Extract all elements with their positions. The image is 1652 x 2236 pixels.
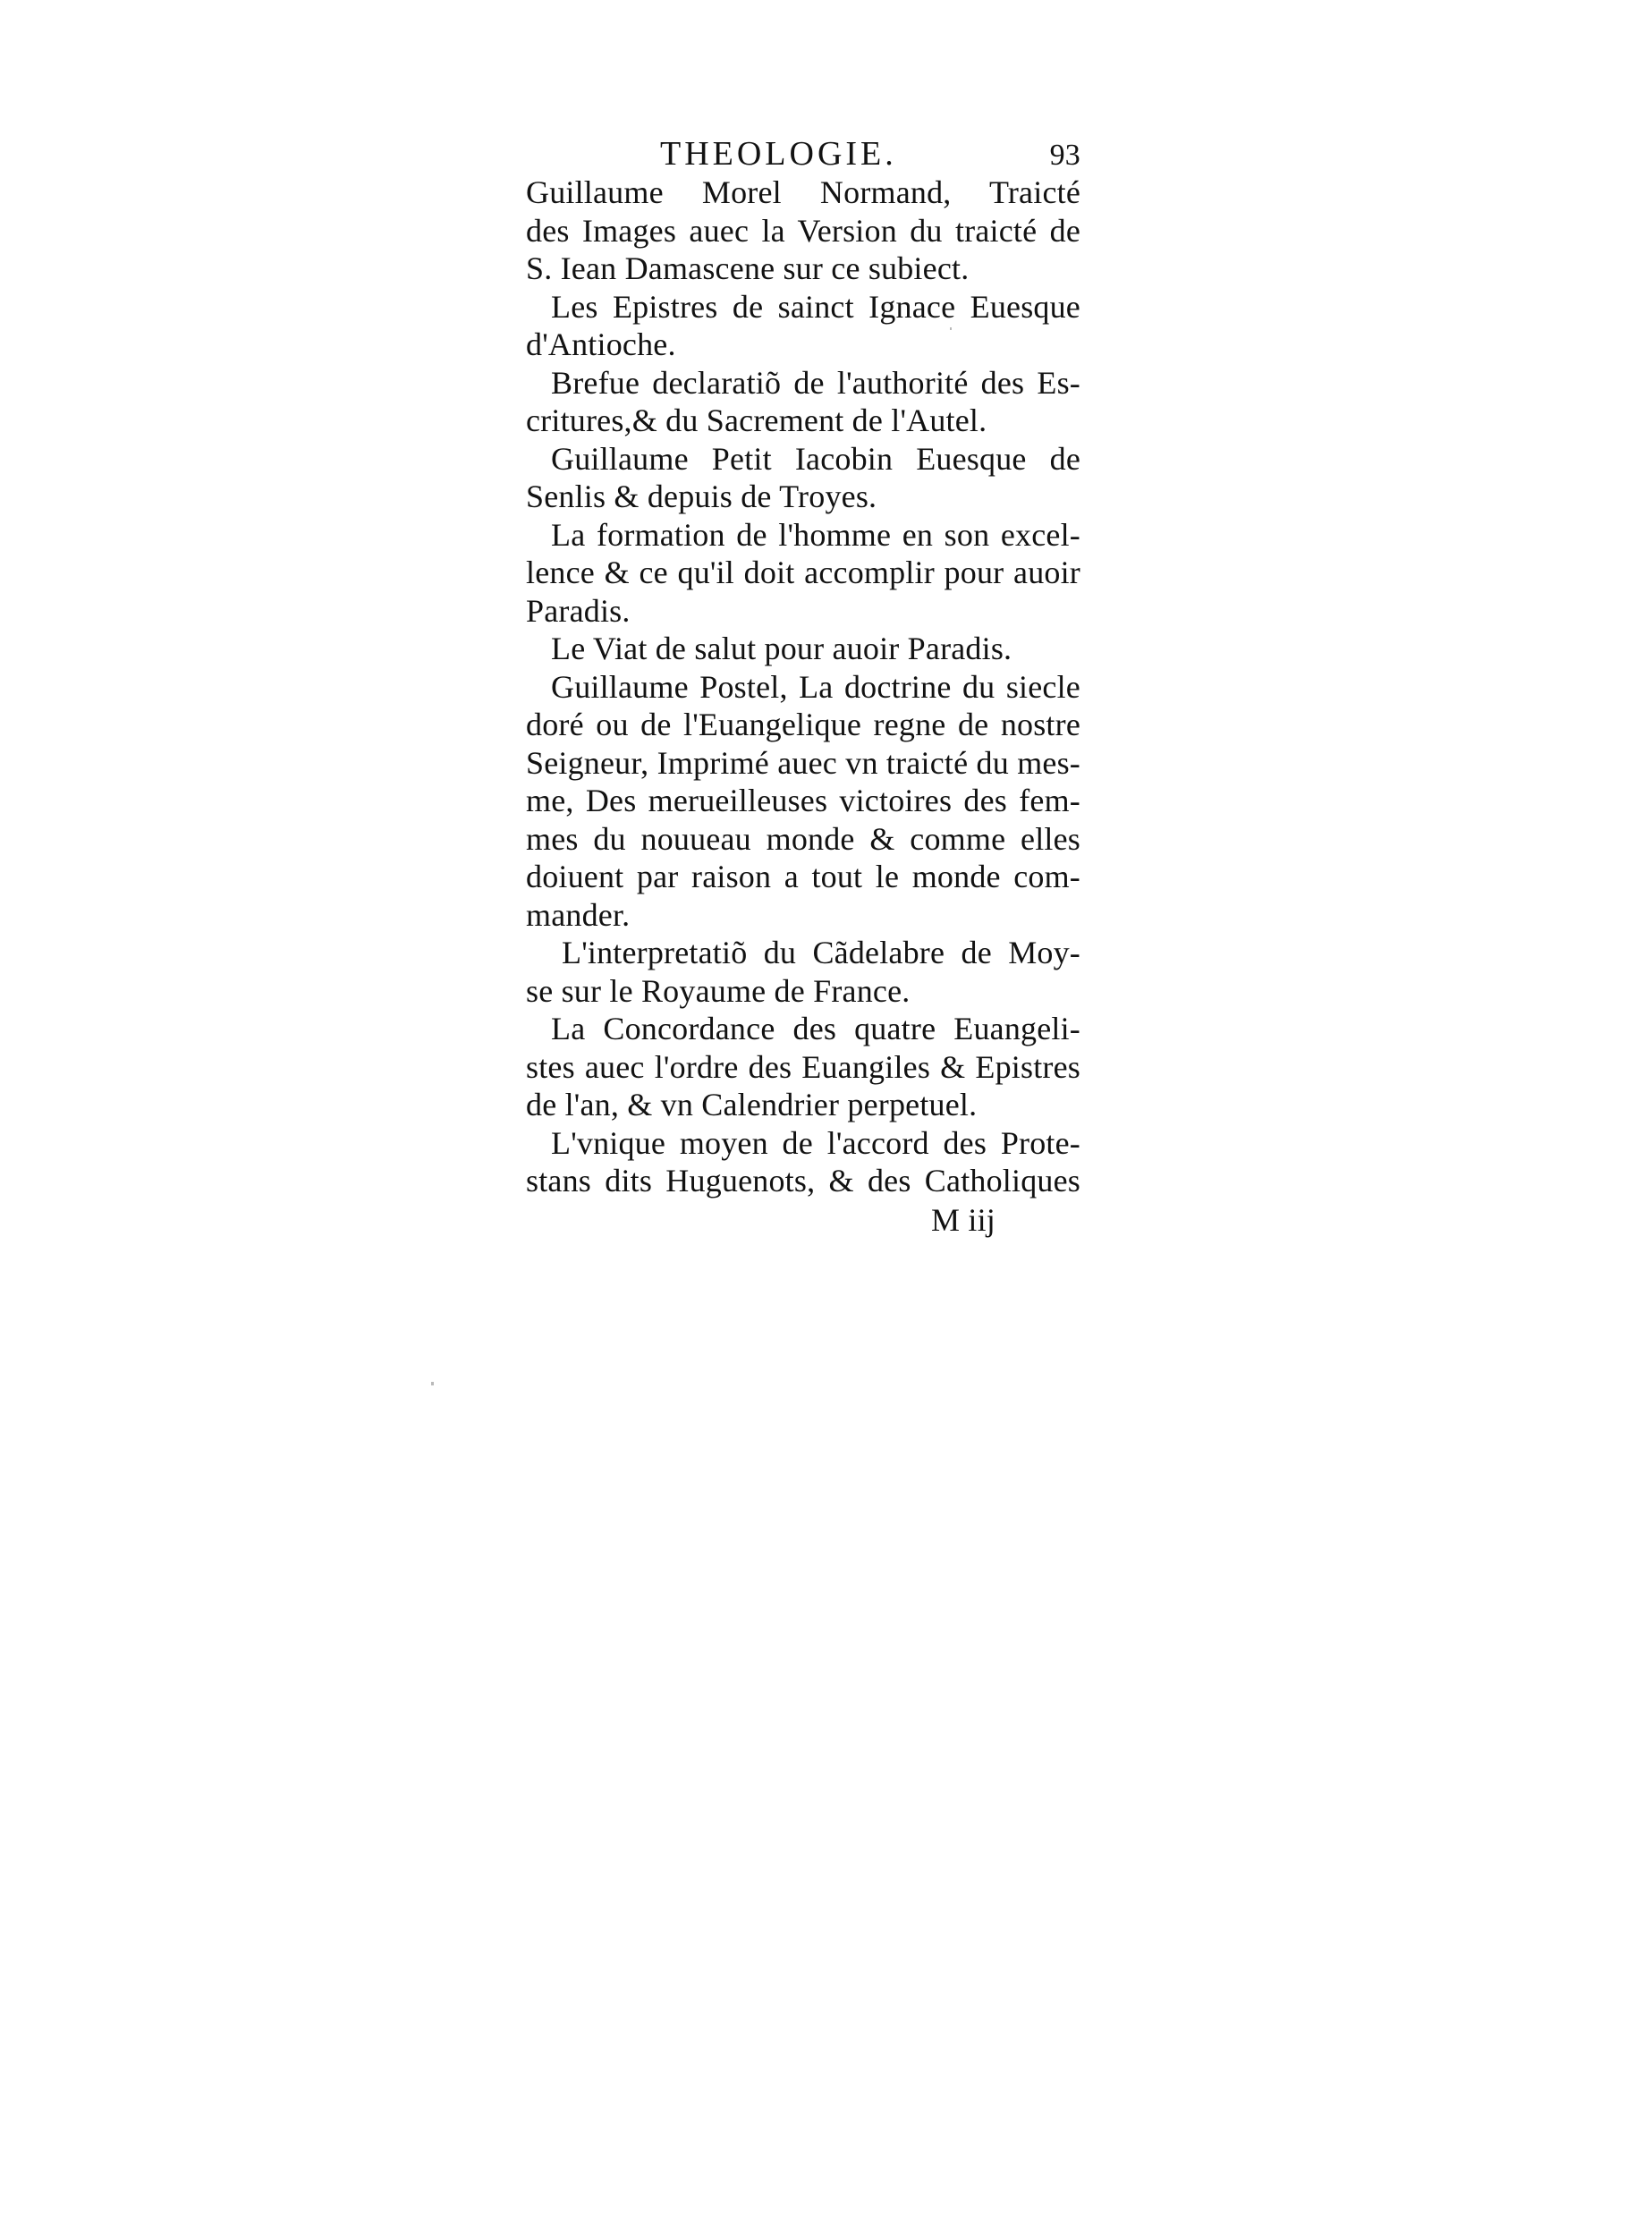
text-line: doiuent par raison a tout le monde com-: [526, 859, 1080, 894]
text-line: me, Des merueilleuses victoires des fem-: [526, 783, 1080, 818]
running-head: [526, 134, 1080, 174]
text-line: Senlis & depuis de Troyes.: [526, 479, 877, 514]
text-line: mes du nouueau monde & comme elles: [526, 820, 1080, 857]
text-line: d'Antioche.: [526, 326, 676, 362]
text-line: des Images auec la Version du traicté de: [526, 212, 1080, 249]
text-line: mander.: [526, 896, 631, 933]
text-line: Les Epistres de sainct Ignace Euesque: [551, 288, 1080, 325]
text-line: de l'an, & vn Calendrier perpetuel.: [526, 1087, 978, 1122]
page-text-block: [526, 134, 1080, 1240]
text-line: Guillaume Petit Iacobin Euesque de: [551, 440, 1080, 477]
text-line: L'interpretatiõ du Cãdelabre de Moy-: [562, 935, 1080, 970]
text-line: lence & ce qu'il doit accomplir pour auoir: [526, 555, 1080, 590]
text-line: stans dits Huguenots, & des Catholiques: [526, 1163, 1080, 1198]
text-line: stes auec l'ordre des Euangiles & Epistres: [526, 1048, 1080, 1085]
text-line: L'vnique moyen de l'accord des Prote-: [551, 1124, 1080, 1161]
text-line: Paradis.: [526, 592, 631, 629]
text-line: Guillaume Morel Normand, Traicté: [526, 174, 1080, 210]
text-line: La formation de l'homme en son excel-: [551, 516, 1080, 553]
text-line: Brefue declaratiõ de l'authorité des Es-: [551, 364, 1080, 401]
text-line: S. Iean Damascene sur ce subiect.: [526, 250, 970, 286]
page-speck: [431, 1382, 434, 1385]
text-line: critures,& du Sacrement de l'Autel.: [526, 402, 987, 438]
text-line: La Concordance des quatre Euangeli-: [551, 1011, 1080, 1046]
text-line: doré ou de l'Euangelique regne de nostre: [526, 707, 1080, 742]
text-line: Seigneur, Imprimé auec vn traicté du mes-: [526, 744, 1080, 781]
signature-mark: [526, 1200, 1080, 1240]
running-title: THEOLOGIE.: [660, 135, 897, 173]
signature-text: M iij: [930, 1201, 995, 1238]
text-line: Guillaume Postel, La doctrine du siecle: [551, 668, 1080, 705]
text-line: Le Viat de salut pour auoir Paradis.: [551, 631, 1012, 666]
page-number: 93: [1049, 139, 1080, 172]
text-line: se sur le Royaume de France.: [526, 972, 911, 1009]
